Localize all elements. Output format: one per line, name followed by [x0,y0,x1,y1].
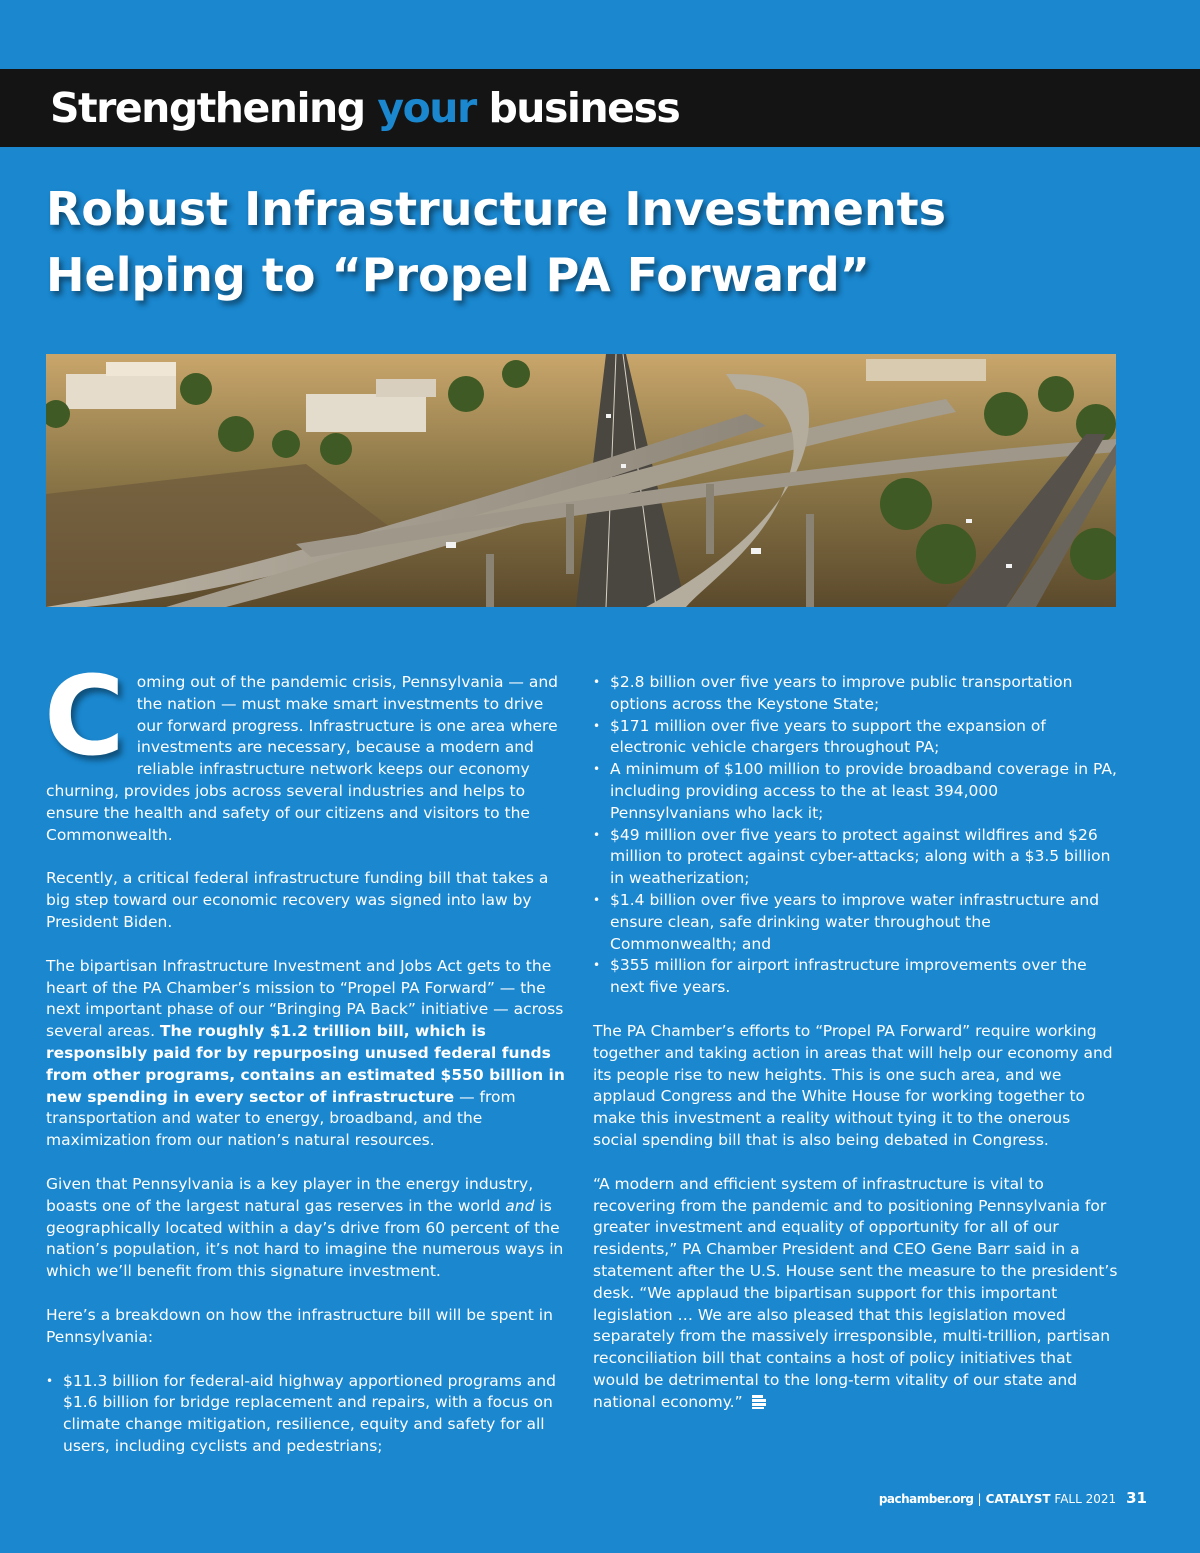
bullet-list-right [593,672,1118,999]
paragraph-3-bold: The roughly $1.2 trillion bill, which is responsibly paid for by repurposing unused federal funds from other programs, contains an estimated $550 billion in new spending in every sector of infrastructure [46,1022,565,1106]
section-title-accent: your [377,84,476,132]
intro-paragraph [44,652,566,846]
left-column [44,652,566,1480]
bullet-item: • $171 million over five years to support the expansion of electronic vehicle chargers throughout PA; [593,716,1118,760]
footer-magazine: CATALYST [985,1492,1051,1506]
paragraph-7 [593,1174,1118,1414]
article-headline [46,176,1146,308]
quote-text: “A modern and efficient system of infrastructure is vital to recovering from the pandemic and to positioning Pennsylvania for greater investment and equality of opportunity for all of our residents,” PA Chamber President and CEO Gene Barr said in a statement after the U.S. House sent the measure to the president’s desk. “We applaud the bipartisan support for this important legislation … We are also pleased that this legislation moved separately from the massively irresponsible, multi-trillion, partisan reconciliation bill that contains a host of policy initiatives that would be detrimental to the long-term vitality of our state and national economy.” [593,1174,1118,1411]
paragraph-4 [46,1174,566,1283]
drop-cap: C [44,652,125,780]
paragraph-3 [46,956,566,1152]
page-footer [879,1489,1147,1507]
bullet-item: • $1.4 billion over five years to improve water infrastructure and ensure clean, safe drinking water throughout the Commonwealth; and [593,890,1118,955]
paragraph-2: Recently, a critical federal infrastructure funding bill that takes a big step toward our economic recovery was signed into law by President Biden. [46,869,549,931]
paragraph-4-text-b: is geographically located within a day’s drive from 60 percent of the nation’s population, it’s not hard to imagine the numerous ways in which we’ll benefit from this signature investment. [46,1196,564,1281]
paragraph-5: Here’s a breakdown on how the infrastructure bill will be spent in Pennsylvania: [46,1305,553,1346]
footer-separator: | [977,1492,982,1506]
paragraph-3-text-b: — from transportation and water to energy, broadband, and the maximization from our nation’s natural resources. [46,1087,516,1150]
headline-line2: Helping to “Propel PA Forward” [46,248,870,302]
bullet-list-left [46,1371,566,1458]
footer-issue: FALL 2021 [1054,1492,1117,1506]
page-number: 31 [1126,1489,1147,1507]
headline-line1: Robust Infrastructure Investments [46,182,947,236]
paragraph-4-emphasis: and [505,1196,535,1215]
right-column [593,672,1118,1436]
section-title-word1: Strengthening [50,84,365,132]
bullet-item: • $11.3 billion for federal-aid highway apportioned programs and $1.6 billion for bridge replacement and repairs, with a focus on climate change mitigation, resilience, equity and safety for all users, including cyclists and pedestrians; [46,1371,566,1458]
bullet-item: • $49 million over five years to protect against wildfires and $26 million to protect against cyber-attacks; along with a $3.5 billion in weatherization; [593,825,1118,890]
intro-text: oming out of the pandemic crisis, Pennsylvania — and the nation — must make smart investments to drive our forward progress. Infrastructure is one area where investments are necessary, because a modern and reliable infrastructure network keeps our economy churning, provides jobs across several industries and helps to ensure the health and safety of our citizens and visitors to the Commonwealth. [46,673,559,844]
bullet-item: • $355 million for airport infrastructure improvements over the next five years. [593,955,1118,999]
footer-site: pachamber.org [878,1492,974,1506]
paragraph-3-text-a: The bipartisan Infrastructure Investment and Jobs Act gets to the heart of the PA Chamber’s mission to “Propel PA Forward” — the next important phase of our “Bringing PA Back” initiative — across several areas. [46,956,564,1041]
pachamber-end-mark-icon [751,1395,767,1409]
bullet-item: • $2.8 billion over five years to improve public transportation options across the Keystone State; [593,672,1118,716]
hero-photo-highway [46,354,1116,607]
paragraph-4-text-a: Given that Pennsylvania is a key player in the energy industry, boasts one of the largest natural gas reserves in the world [46,1174,534,1215]
section-title [50,84,679,132]
bullet-item: • A minimum of $100 million to provide broadband coverage in PA, including providing access to the at least 394,000 Pennsylvanians who lack it; [593,759,1118,824]
paragraph-6: The PA Chamber’s efforts to “Propel PA Forward” require working together and taking action in areas that will help our economy and its people rise to new heights. This is one such area, and we applaud Congress and the White House for working together to make this investment a reality without tying it to the onerous social spending bill that is also being debated in Congress. [593,1021,1113,1149]
section-title-word3: business [488,84,680,132]
